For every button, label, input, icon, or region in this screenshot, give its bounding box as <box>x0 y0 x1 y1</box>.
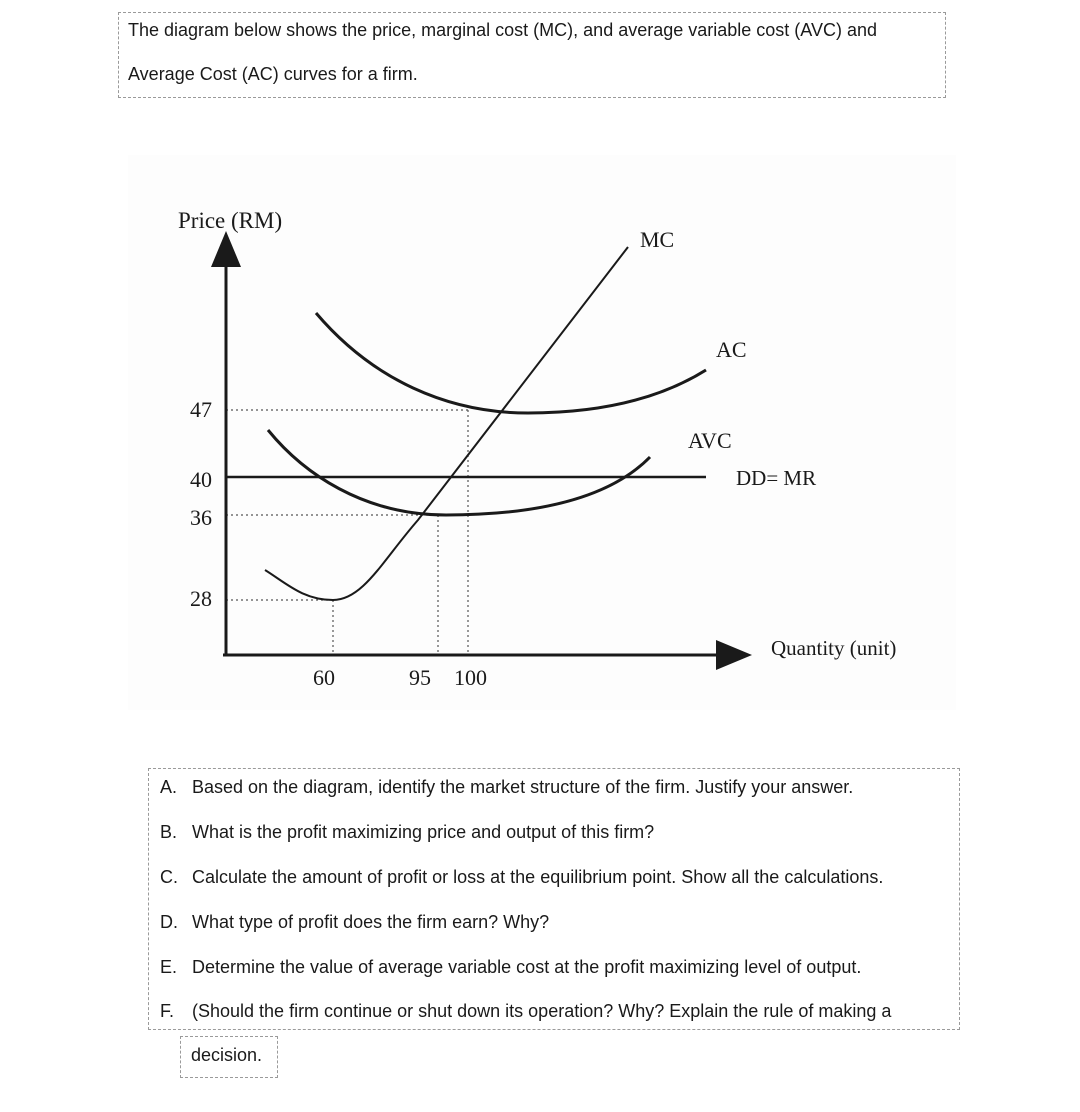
question-text: Determine the value of average variable cost at the profit maximizing level of output. <box>192 957 862 977</box>
questions-box <box>148 768 960 1030</box>
y-tick-28: 28 <box>190 586 212 611</box>
question-text: (Should the firm continue or shut down its operation? Why? Explain the rule of making a <box>192 1001 892 1021</box>
y-tick-36: 36 <box>190 505 212 530</box>
y-tick-47: 47 <box>190 397 212 422</box>
question-letter: B. <box>160 822 178 842</box>
question-item <box>160 957 861 978</box>
question-letter: D. <box>160 912 178 932</box>
label-avc: AVC <box>688 428 732 453</box>
question-item <box>160 1001 891 1022</box>
question-text: Based on the diagram, identify the market structure of the firm. Justify your answer. <box>192 777 854 797</box>
question-text: What is the profit maximizing price and output of this firm? <box>192 822 655 842</box>
question-letter: A. <box>160 777 178 797</box>
x-tick-95: 95 <box>409 665 431 690</box>
label-dd-mr: DD= MR <box>736 466 817 490</box>
intro-line-2: Average Cost (AC) curves for a firm. <box>128 64 418 84</box>
y-axis-title: Price (RM) <box>178 208 283 233</box>
label-mc: MC <box>640 227 675 252</box>
y-tick-40: 40 <box>190 467 212 492</box>
question-letter: C. <box>160 867 178 887</box>
curve-avc <box>268 430 650 515</box>
guide-lines <box>226 410 468 655</box>
question-item <box>160 822 654 843</box>
question-letter: E. <box>160 957 178 977</box>
question-text: What type of profit does the firm earn? Why? <box>192 912 550 932</box>
curve-mc <box>265 247 628 600</box>
question-letter: F. <box>160 1001 175 1021</box>
question-item <box>160 777 853 798</box>
chart-svg <box>128 155 956 710</box>
x-tick-100: 100 <box>454 665 487 690</box>
question-item <box>160 912 549 933</box>
x-tick-60: 60 <box>313 665 335 690</box>
x-axis-title: Quantity (unit) <box>771 636 897 660</box>
intro-line-1: The diagram below shows the price, marginal cost (MC), and average variable cost (AVC) and <box>128 20 877 40</box>
cost-curves-chart <box>128 155 956 710</box>
question-item <box>160 867 883 888</box>
label-ac: AC <box>716 337 747 362</box>
question-f-continuation: decision. <box>191 1045 263 1065</box>
question-text: Calculate the amount of profit or loss at the equilibrium point. Show all the calculations. <box>192 867 884 887</box>
